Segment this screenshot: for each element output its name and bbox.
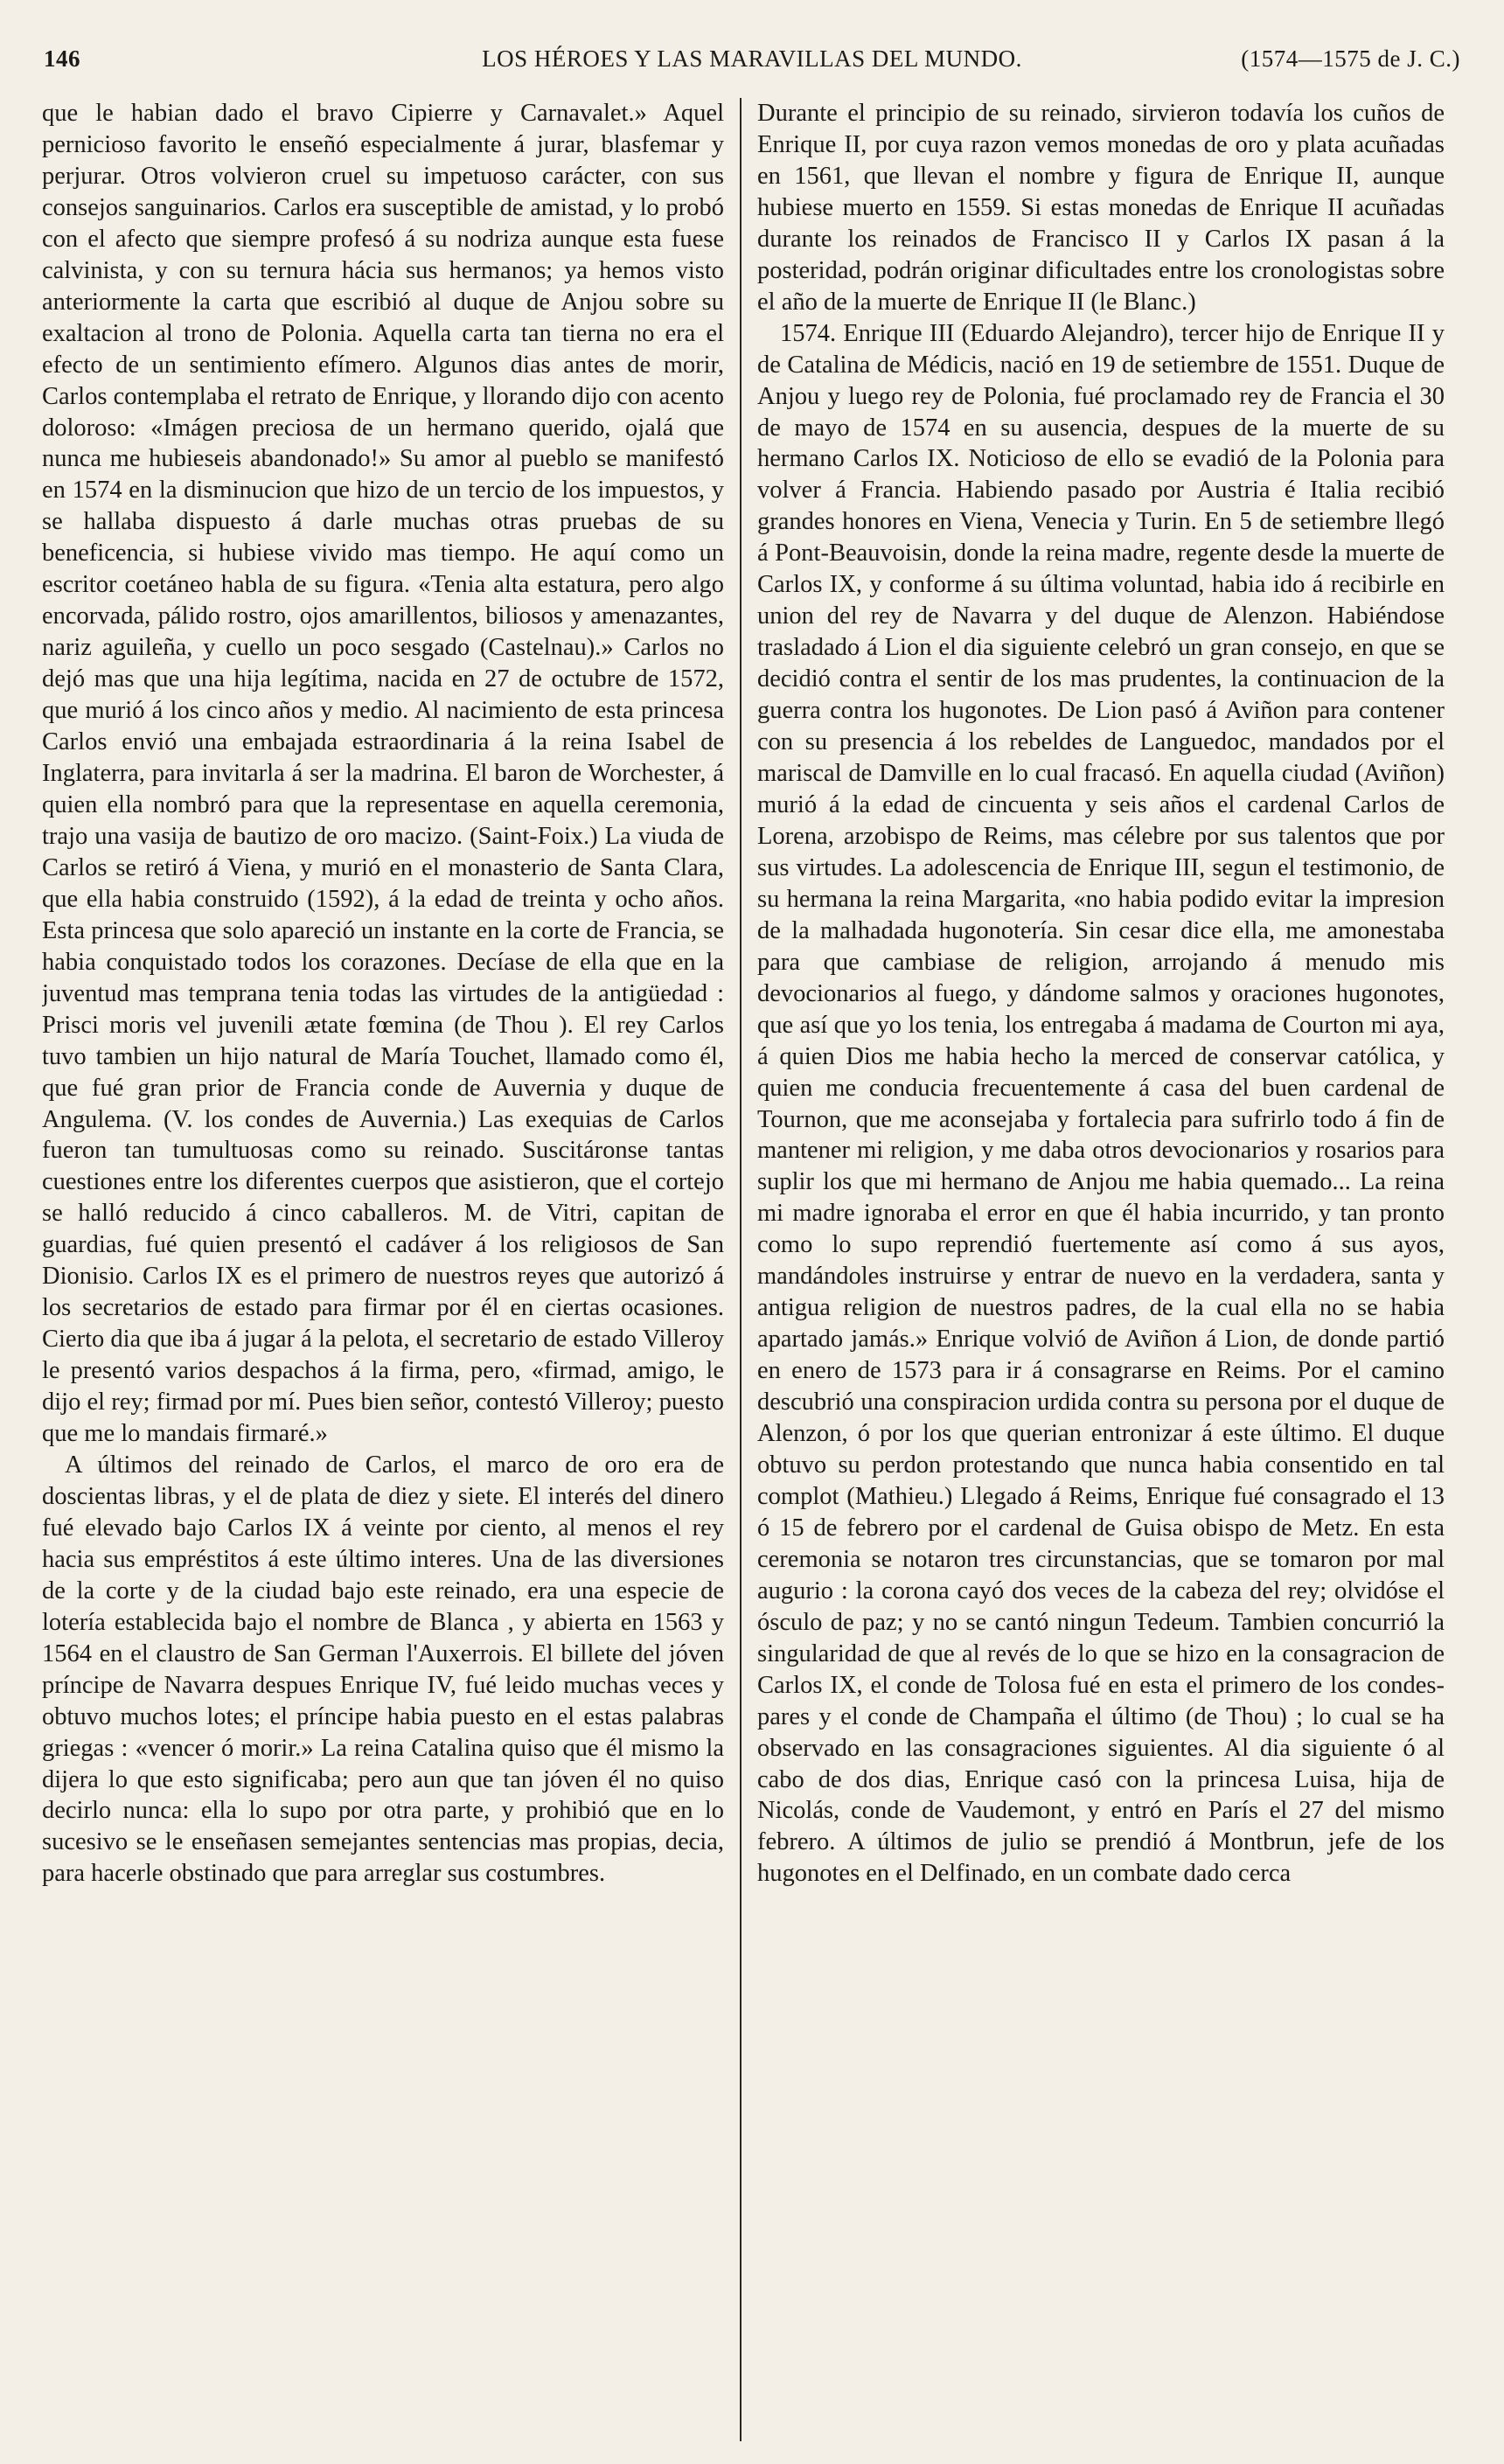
column-divider xyxy=(740,98,742,2441)
running-header xyxy=(44,45,1460,84)
running-title: LOS HÉROES Y LAS MARAVILLAS DEL MUNDO. xyxy=(482,45,1022,72)
paragraph: A últimos del reinado de Carlos, el marco de oro era de doscientas libras, y el de plata de diez y siete. El interés del dinero fué elevado bajo Carlos IX á veinte por ciento, al menos el rey hacia sus empréstitos á este último interes. Una de las diversiones de la corte y de la ciudad bajo este reinado, era una especie de lotería establecida bajo el nombre de Blanca , y abierta en 1563 y 1564 en el claustro de San German l'Auxerrois. El billete del jóven príncipe de Navarra despues Enrique IV, fué leido muchas veces y obtuvo muchos lotes; el príncipe habia puesto en el estas palabras griegas : «vencer ó morir.» La reina Catalina quiso que él mismo la dijera lo que esto significaba; pero aun que tan jóven él no quiso decirlo nunca: ella lo supo por otra parte, y prohibió que en lo sucesivo se le enseñasen semejantes sentencias mas propias, decia, para hacerle obstinado que para arreglar sus costumbres. xyxy=(42,1451,724,1888)
left-column xyxy=(42,98,724,2441)
right-column xyxy=(757,98,1445,2441)
date-range: (1574—1575 de J. C.) xyxy=(1241,45,1460,72)
paragraph: Durante el principio de su reinado, sirvieron todavía los cuños de Enrique II, por cuya razon vemos monedas de oro y plata acuñadas en 1561, que llevan el nombre y figura de Enrique II, aunque hubiese muerto en 1559. Si estas monedas de Enrique II acuñadas durante los reinados de Francisco II y Carlos IX pasan á la posteridad, podrán originar dificultades entre los cronologistas sobre el año de la muerte de Enrique II (le Blanc.) xyxy=(757,100,1445,316)
paragraph: 1574. Enrique III (Eduardo Alejandro), tercer hijo de Enrique II y de Catalina de Médicis, nació en 19 de setiembre de 1551. Duque de Anjou y luego rey de Polonia, fué proclamado rey de Francia el 30 de mayo de 1574 en su ausencia, despues de la muerte de su hermano Carlos IX. Noticioso de ello se evadió de la Polonia para volver á Francia. Habiendo pasado por Austria é Italia recibió grandes honores en Viena, Venecia y Turin. En 5 de setiembre llegó á Pont-Beauvoisin, donde la reina madre, regente desde la muerte de Carlos IX, y conforme á su última voluntad, habia ido á recibirle en union del rey de Navarra y del duque de Alenzon. Habiéndose trasladado á Lion el dia siguiente celebró un gran consejo, en que se decidió contra el sentir de los mas prudentes, la continuacion de la guerra contra los hugonotes. De Lion pasó á Aviñon para contener con su presencia á los rebeldes de Languedoc, mandados por el mariscal de Damville en lo cual fracasó. En aquella ciudad (Aviñon) murió á la edad de cincuenta y seis años el cardenal Carlos de Lorena, arzobispo de Reims, mas célebre por sus talentos que por sus virtudes. La adolescencia de Enrique III, segun el testimonio, de su hermana la reina Margarita, «no habia podido evitar la impresion de la malhadada hugonotería. Sin cesar dice ella, me amonestaba para que cambiase de religion, arrojando á menudo mis devocionarios al fuego, y dándome salmos y oraciones hugonotes, que así que yo los tenia, los entregaba á madama de Courton mi aya, á quien Dios me habia hecho la merced de conservar católica, y quien me conducia frecuentemente á casa del buen cardenal de Tournon, que me aconsejaba y fortalecia para sufrirlo todo á fin de mantener mi religion, y me daba otros devocionarios y rosarios para suplir los que mi hermano de Anjou me habia quemado... La reina mi madre ignoraba el error en que él habia incurrido, y tan pronto como lo supo reprendió fuertemente así como á sus ayos, mandándoles instruirse y entrar de nuevo en la verdadera, santa y antigua religion de nuestros padres, de la cual ella no se habia apartado jamás.» Enrique volvió de Aviñon á Lion, de donde partió en enero de 1573 para ir á consagrarse en Reims. Por el camino descubrió una conspiracion urdida contra su persona por el duque de Alenzon, ó por los que querian entronizar á este último. El duque obtuvo su perdon protestando que nunca habia consentido en tal complot (Mathieu.) Llegado á Reims, Enrique fué consagrado el 13 ó 15 de febrero por el cardenal de Guisa obispo de Metz. En esta ceremonia se notaron tres circunstancias, que se tomaron por mal augurio : la corona cayó dos veces de la cabeza del rey; olvidóse el ósculo de paz; y no se cantó ningun Tedeum. Tambien concurrió la singularidad de que al revés de lo que se hizo en la consagracion de Carlos IX, el conde de Tolosa fué en esta el primero de los condes-pares y el conde de Champaña el último (de Thou) ; lo cual se ha observado en las consagraciones siguientes. Al dia siguiente ó al cabo de dos dias, Enrique casó con la princesa Luisa, hija de Nicolás, conde de Vaudemont, y entró en París el 27 del mismo febrero. A últimos de julio se prendió á Montbrun, jefe de los hugonotes en el Delfinado, en un combate dado cerca xyxy=(757,319,1445,1888)
page-number: 146 xyxy=(44,45,80,72)
paragraph: que le habian dado el bravo Cipierre y Carnavalet.» Aquel pernicioso favorito le enseñó especialmente á jurar, blasfemar y perjurar. Otros volvieron cruel su impetuoso carácter, con sus consejos sanguinarios. Carlos era susceptible de amistad, y lo probó con el afecto que siempre profesó á su nodriza aunque esta fuese calvinista, y con su ternura hácia sus hermanos; ya hemos visto anteriormente la carta que escribió al duque de Anjou sobre su exaltacion al trono de Polonia. Aquella carta tan tierna no era el efecto de un sentimiento efímero. Algunos dias antes de morir, Carlos contemplaba el retrato de Enrique, y llorando dijo con acento doloroso: «Imágen preciosa de un hermano querido, ojalá que nunca me hubieseis abandonado!» Su amor al pueblo se manifestó en 1574 en la disminucion que hizo de un tercio de los impuestos, y se hallaba dispuesto á darle muchas otras pruebas de su beneficencia, si hubiese vivido mas tiempo. He aquí como un escritor coetáneo habla de su figura. «Tenia alta estatura, pero algo encorvada, pálido rostro, ojos amarillentos, biliosos y amenazantes, nariz aguileña, y cuello un poco sesgado (Castelnau).» Carlos no dejó mas que una hija legítima, nacida en 27 de octubre de 1572, que murió á los cinco años y medio. Al nacimiento de esta princesa Carlos envió una embajada estraordinaria á la reina Isabel de Inglaterra, para invitarla á ser la madrina. El baron de Worchester, á quien ella nombró para que la representase en aquella ceremonia, trajo una vasija de bautizo de oro macizo. (Saint-Foix.) La viuda de Carlos se retiró á Viena, y murió en el monasterio de Santa Clara, que ella habia construido (1592), á la edad de treinta y ocho años. Esta princesa que solo apareció un instante en la corte de Francia, se habia conquistado todos los corazones. Decíase de ella que en la juventud mas temprana tenia todas las virtudes de la antigüedad : Prisci moris vel juvenili ætate fœmina (de Thou ). El rey Carlos tuvo tambien un hijo natural de María Touchet, llamado como él, que fué gran prior de Francia conde de Auvernia y duque de Angulema. (V. los condes de Auvernia.) Las exequias de Carlos fueron tan tumultuosas como su reinado. Suscitáronse tantas cuestiones entre los diferentes cuerpos que asistieron, que el cortejo se halló reducido á cinco caballeros. M. de Vitri, capitan de guardias, fué quien presentó el cadáver á los religiosos de San Dionisio. Carlos IX es el primero de nuestros reyes que autorizó á los secretarios de estado para firmar por él en ciertas ocasiones. Cierto dia que iba á jugar á la pelota, el secretario de estado Villeroy le presentó varios despachos á la firma, pero, «firmad, amigo, le dijo el rey; firmad por mí. Pues bien señor, contestó Villeroy; puesto que me lo mandais firmaré.» xyxy=(42,100,724,1448)
